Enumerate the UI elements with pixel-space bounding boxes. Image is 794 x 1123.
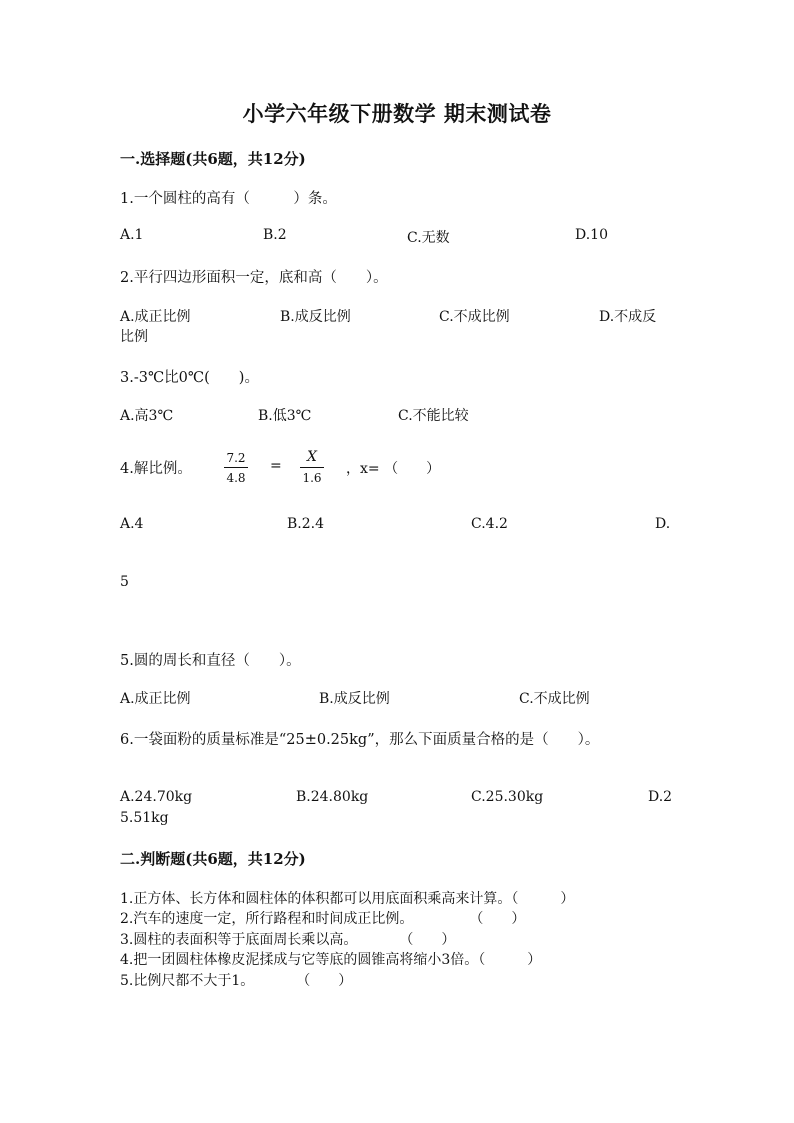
q5-option-a: A.成正比例 bbox=[120, 691, 191, 707]
q2-option-a: A.成正比例 bbox=[120, 309, 191, 325]
fraction-right-numerator: X bbox=[307, 449, 317, 465]
judge-item-1: 1.正方体、长方体和圆柱体的体积都可以用底面积乘高来计算。（ ） bbox=[120, 891, 575, 907]
q2-option-b: B.成反比例 bbox=[280, 309, 351, 325]
fraction-left-numerator: 7.2 bbox=[226, 451, 246, 465]
q4-option-d: D. bbox=[655, 516, 671, 532]
q1-option-d: D.10 bbox=[575, 227, 608, 243]
q5-option-c: C.不成比例 bbox=[519, 691, 590, 707]
q2-option-d-wrap: 比例 bbox=[120, 329, 148, 345]
question-3: 3.-3℃比0℃( )。 bbox=[120, 370, 259, 386]
judge-item-3: 3.圆柱的表面积等于底面周长乘以高。 （ ） bbox=[120, 932, 456, 948]
question-6: 6.一袋面粉的质量标准是“25±0.25kg”，那么下面质量合格的是（ ）。 bbox=[120, 732, 600, 748]
q1-option-a: A.1 bbox=[120, 227, 144, 243]
question-1: 1.一个圆柱的高有（ ）条。 bbox=[120, 191, 337, 207]
q3-option-b: B.低3℃ bbox=[258, 408, 312, 424]
judge-item-5: 5.比例尺都不大于1。 （ ） bbox=[120, 973, 353, 989]
q4-option-c: C.4.2 bbox=[471, 516, 508, 532]
q2-option-c: C.不成比例 bbox=[439, 309, 510, 325]
judge-item-4: 4.把一团圆柱体橡皮泥揉成与它等底的圆锥高将缩小3倍。（ ） bbox=[120, 952, 542, 968]
q4-option-a: A.4 bbox=[120, 516, 144, 532]
fraction-left-denominator: 4.8 bbox=[226, 471, 246, 485]
q6-option-d: D.2 bbox=[648, 789, 673, 805]
q6-option-a: A.24.70kg bbox=[120, 789, 193, 805]
q1-option-c: C.无数 bbox=[407, 230, 450, 246]
q5-option-b: B.成反比例 bbox=[319, 691, 390, 707]
page-title: 小学六年级下册数学 期末测试卷 bbox=[242, 101, 552, 126]
q2-option-d: D.不成反 bbox=[599, 309, 657, 325]
q6-option-b: B.24.80kg bbox=[296, 789, 369, 805]
q6-option-c: C.25.30kg bbox=[471, 789, 544, 805]
q1-option-b: B.2 bbox=[263, 227, 287, 243]
fraction-right bbox=[300, 449, 324, 485]
q6-option-d-wrap: 5.51kg bbox=[120, 810, 169, 826]
q3-option-c: C.不能比较 bbox=[398, 408, 469, 424]
question-2: 2.平行四边形面积一定，底和高（ ）。 bbox=[120, 270, 388, 286]
section-heading-judge: 二.判断题(共6题，共12分) bbox=[120, 850, 306, 868]
equals-sign: = bbox=[270, 458, 282, 474]
q3-option-a: A.高3℃ bbox=[120, 408, 174, 424]
question-4-prefix: 4.解比例。 bbox=[120, 461, 192, 477]
q4-option-d-wrap: 5 bbox=[120, 574, 129, 590]
fraction-left bbox=[224, 451, 248, 485]
fraction-right-denominator: 1.6 bbox=[302, 471, 322, 485]
section-heading-choice: 一.选择题(共6题，共12分) bbox=[120, 150, 306, 168]
question-4-suffix: ，x= （ ） bbox=[346, 461, 441, 477]
judge-item-2: 2.汽车的速度一定，所行路程和时间成正比例。 （ ） bbox=[120, 911, 526, 927]
q4-option-b: B.2.4 bbox=[287, 516, 325, 532]
question-5: 5.圆的周长和直径（ ）。 bbox=[120, 653, 301, 669]
